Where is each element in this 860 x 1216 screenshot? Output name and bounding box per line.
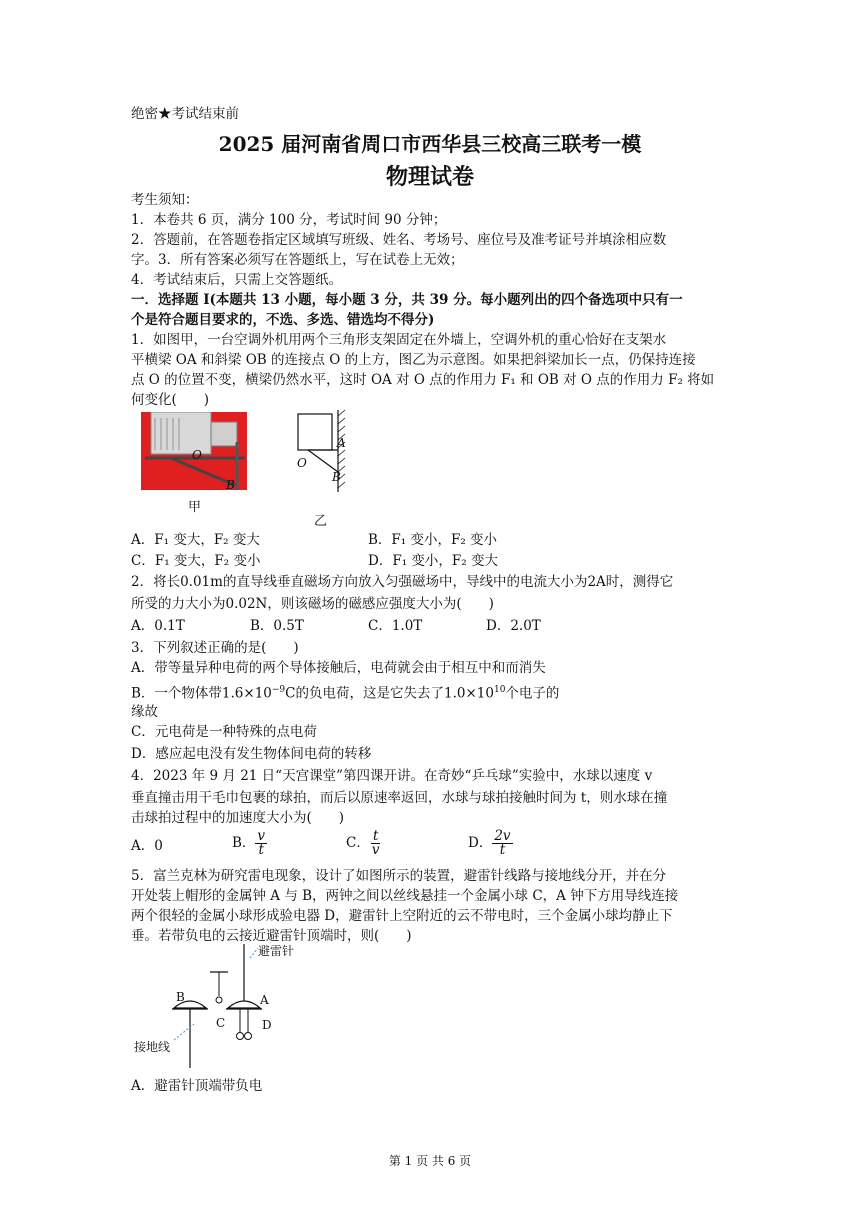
q4-stem: 击球拍过程中的加速度大小为( )	[131, 810, 345, 826]
q3-stem: 3．下列叙述正确的是( )	[131, 640, 299, 656]
section-heading-cont: 个是符合题目要求的，不选、多选、错选均不得分)	[131, 312, 435, 328]
q4-option-a: A．0	[131, 838, 163, 854]
figure-jia-caption: 甲	[188, 500, 202, 515]
lightning-rod-label: 避雷针	[258, 944, 295, 958]
q2-option-a: A．0.1T	[131, 618, 185, 634]
q2-stem: 2．将长0.01m的直导线垂直磁场方向放入匀强磁场中，导线中的电流大小为2A时，测得它	[131, 574, 674, 590]
photo-label-b: B	[226, 478, 235, 492]
notice-item: 4．考试结束后，只需上交答题纸。	[131, 272, 343, 288]
electroscope-d-label: D	[262, 1018, 272, 1032]
notice-heading: 考生须知：	[131, 192, 199, 208]
q2-stem-cont: 所受的力大小为0.02N，则该磁场的磁感应强度大小为( )	[131, 596, 494, 612]
bracket-diagram	[288, 406, 358, 496]
bell-b-label: B	[176, 990, 185, 1004]
q3-option-a: A．带等量异种电荷的两个导体接触后，电荷就会由于相互中和而消失	[131, 660, 546, 676]
q1-option-d: D．F₁ 变小，F₂ 变大	[368, 553, 498, 569]
ground-line-label: 接地线	[134, 1040, 171, 1054]
q4-stem: 垂直撞击用干毛巾包裹的球拍，而后以原速率返回，水球与球拍接触时间为 t，则水球在撞	[131, 790, 668, 806]
q1-option-a: A．F₁ 变大，F₂ 变大	[131, 532, 260, 548]
lightning-rod-diagram	[160, 944, 300, 1070]
exam-title: 2025 届河南省周口市西华县三校高三联考一模	[218, 132, 642, 156]
q3-option-d: D．感应起电没有发生物体间电荷的转移	[131, 746, 372, 762]
q4-option-b: B． $\frac{v}{t}$	[232, 828, 266, 858]
diagram-label-o: O	[297, 456, 307, 470]
q1-option-c: C．F₁ 变大，F₂ 变小	[131, 553, 261, 569]
q5-stem: 开处装上帽形的金属钟 A 与 B，两钟之间以丝线悬挂一个金属小球 C，A 钟下方用导线连接	[131, 888, 679, 904]
q5-stem: 5．富兰克林为研究雷电现象，设计了如图所示的装置，避雷针线路与接地线分开，并在分	[131, 868, 667, 884]
q3-option-b: B．一个物体带$1.6\times 10^{-9}C$的负电荷，这是它失去了$1.0\times 10^{10}$个电子的	[131, 685, 560, 702]
secret-label: 绝密★考试结束前	[131, 106, 239, 122]
q1-stem: 何变化( )	[131, 392, 210, 408]
q2-option-c: C．1.0T	[368, 618, 423, 634]
q1-stem: 点 O 的位置不变，横梁仍然水平，这时 OA 对 O 点的作用力 F₁ 和 OB 对 O 点的作用力 F₂ 将如	[131, 372, 715, 388]
diagram-label-a: A	[337, 436, 346, 450]
q2-option-d: D．2.0T	[486, 618, 541, 634]
q5-stem: 垂。若带负电的云接近避雷针顶端时，则( )	[131, 928, 412, 944]
photo-label-o: O	[192, 448, 202, 462]
diagram-label-b: B	[332, 470, 341, 484]
bell-a-label: A	[260, 993, 269, 1007]
exam-subtitle: 物理试卷	[385, 164, 474, 190]
q5-stem: 两个很轻的金属小球形成验电器 D，避雷针上空附近的云不带电时，三个金属小球均静止下	[131, 908, 673, 924]
ball-c-label: C	[216, 1016, 226, 1030]
q1-option-b: B．F₁ 变小，F₂ 变小	[368, 532, 498, 548]
q4-stem: 4．2023 年 9 月 21 日“天宫课堂”第四课开讲。在奇妙“乒乓球”实验中，水球以速度 v	[131, 768, 653, 784]
q1-stem: 平横梁 OA 和斜梁 OB 的连接点 O 的上方，图乙为示意图。如果把斜梁加长一点，仍保持连接	[131, 352, 696, 368]
page-footer: 第 1 页 共 6 页	[388, 1154, 472, 1168]
section-heading: 一．选择题 I(本题共 13 小题，每小题 3 分，共 39 分。每小题列出的四个备选项中只有一	[131, 292, 683, 308]
q3-option-b-cont: 缘故	[131, 704, 158, 720]
q1-stem: 1．如图甲，一台空调外机用两个三角形支架固定在外墙上，空调外机的重心恰好在支架水	[131, 332, 667, 348]
q4-option-c: C． $\frac{t}{v}$	[346, 828, 380, 858]
notice-item: 1．本卷共 6 页，满分 100 分，考试时间 90 分钟；	[131, 212, 447, 228]
notice-item: 2．答题前，在答题卷指定区域填写班级、姓名、考场号、座位号及准考证号并填涂相应数	[131, 232, 667, 248]
q2-option-b: B．0.5T	[250, 618, 304, 634]
q3-option-c: C．元电荷是一种特殊的点电荷	[131, 724, 317, 740]
q4-option-d: D． $\frac{2v}{t}$	[468, 828, 511, 858]
notice-item: 字。3．所有答案必须写在答题纸上，写在试卷上无效；	[131, 252, 464, 268]
figure-yi-caption: 乙	[314, 514, 328, 529]
q5-option-a: A．避雷针顶端带负电	[131, 1078, 263, 1094]
